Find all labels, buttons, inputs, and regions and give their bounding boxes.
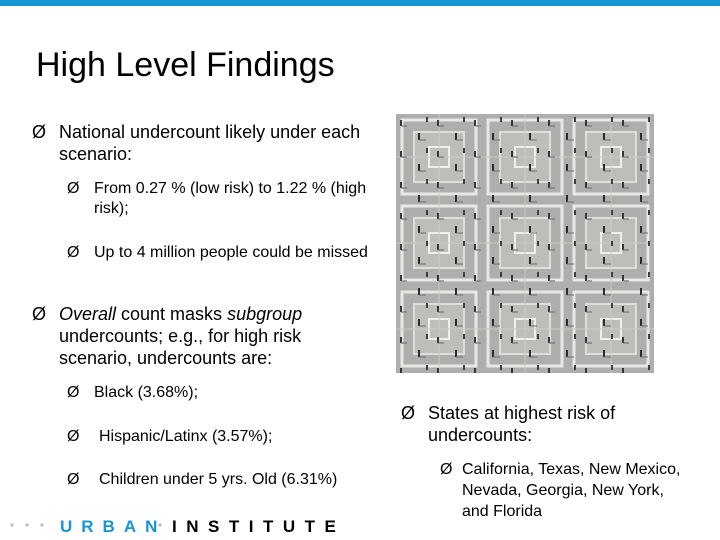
bullet-text: count masks — [116, 304, 228, 324]
sub-bullet-states-list — [440, 459, 692, 522]
sub-bullet-text: Black (3.68%); — [94, 384, 199, 401]
sub-bullet-children — [67, 470, 419, 490]
arrow-bullet-icon: Ø — [32, 122, 47, 142]
arrow-bullet-icon: Ø — [440, 461, 453, 478]
arrow-bullet-icon: Ø — [401, 403, 416, 423]
sub-bullet-missed — [67, 243, 394, 263]
arrow-bullet-icon: Ø — [67, 180, 80, 197]
emphasis-subgroup: subgroup — [227, 304, 303, 324]
sub-bullet-hispanic — [67, 427, 419, 447]
bullet-text: National undercount likely under each scenario: — [59, 122, 361, 164]
plaza-photo-image — [396, 114, 654, 373]
plaza-photo — [396, 114, 654, 373]
sub-bullet-text: California, Texas, New Mexico, Nevada, Georgia, New York, and Florida — [462, 461, 681, 520]
bullet-overall-count — [32, 303, 379, 369]
arrow-bullet-icon: Ø — [67, 428, 80, 445]
arrow-bullet-icon: Ø — [32, 304, 47, 324]
top-accent-bar — [0, 0, 720, 6]
bullet-text: States at highest risk of undercounts: — [428, 403, 616, 445]
sub-bullet-black — [67, 383, 394, 403]
arrow-bullet-icon: Ø — [67, 384, 80, 401]
logo-word-institute: INSTITUTE — [172, 517, 346, 536]
urban-institute-logo — [0, 514, 360, 538]
arrow-bullet-icon: Ø — [67, 244, 80, 261]
logo-word-urban: URBAN — [60, 517, 167, 536]
sub-bullet-text: Children under 5 yrs. Old (6.31%) — [99, 471, 338, 488]
sub-bullet-range — [67, 179, 394, 219]
sub-bullet-text: Hispanic/Latinx (3.57%); — [99, 428, 273, 445]
bullet-states-risk — [401, 402, 688, 446]
bullet-text: undercounts; e.g., for high risk scenario, undercounts are: — [59, 326, 302, 368]
emphasis-overall: Overall — [59, 304, 117, 324]
slide-title: High Level Findings — [36, 46, 335, 84]
sub-bullet-text: Up to 4 million people could be missed — [94, 244, 368, 261]
bullet-national-undercount — [32, 121, 379, 165]
arrow-bullet-icon: Ø — [67, 471, 80, 488]
sub-bullet-text: From 0.27 % (low risk) to 1.22 % (high risk); — [94, 180, 367, 217]
